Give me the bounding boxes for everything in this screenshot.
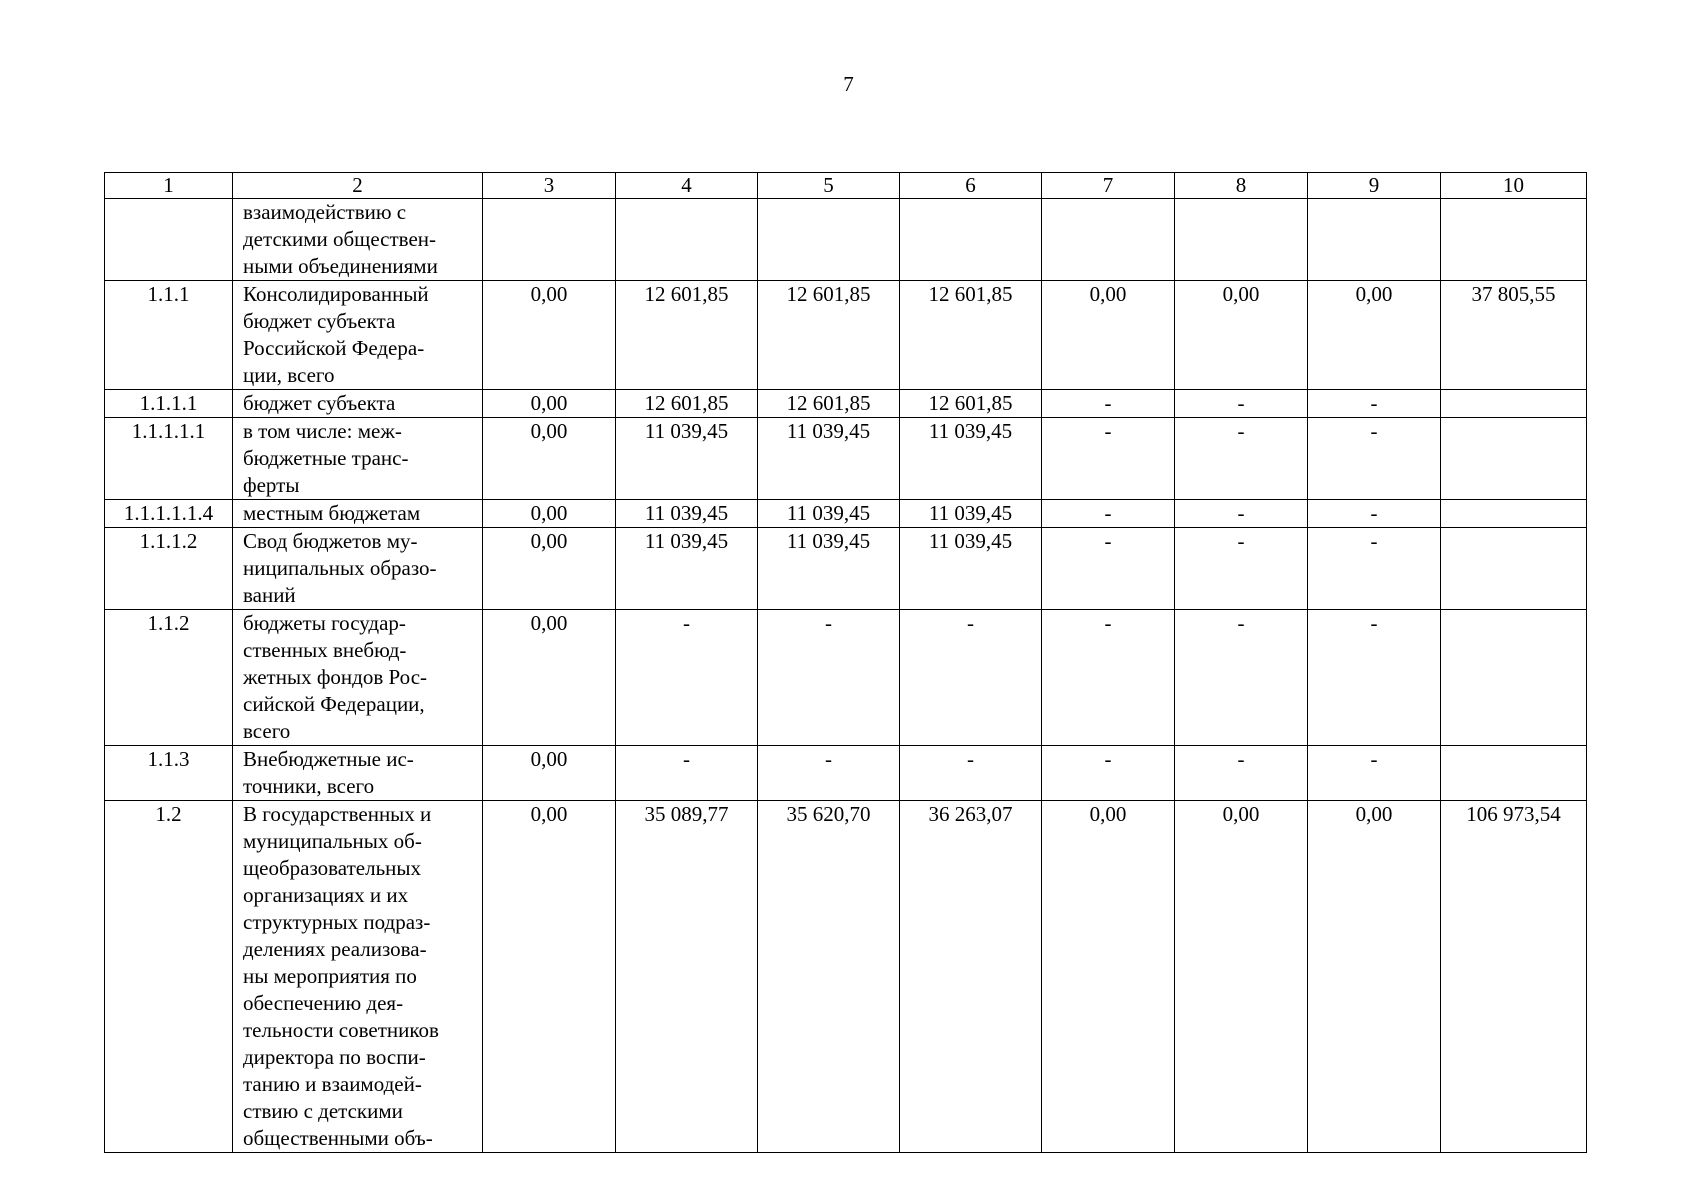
row-description: в том числе: меж- бюджетные транс- ферты	[233, 418, 483, 500]
row-description: Внебюджетные ис- точники, всего	[233, 746, 483, 801]
row-description: бюджет субъекта	[233, 390, 483, 418]
table-cell: -	[1042, 390, 1175, 418]
table-cell: 11 039,45	[900, 528, 1042, 610]
column-header: 7	[1042, 173, 1175, 199]
table-cell	[1308, 199, 1441, 281]
row-description: взаимодействию с детскими обществен- ными объединениями	[233, 199, 483, 281]
table-cell: -	[1308, 610, 1441, 746]
row-code: 1.1.1	[105, 281, 233, 390]
column-header: 1	[105, 173, 233, 199]
table-cell	[758, 199, 900, 281]
table-cell: 35 089,77	[616, 801, 758, 1153]
header-row	[105, 173, 1587, 199]
table-cell: -	[616, 610, 758, 746]
table-cell: -	[1042, 610, 1175, 746]
table-cell: 12 601,85	[616, 390, 758, 418]
table-cell: 11 039,45	[758, 528, 900, 610]
table-cell: 0,00	[483, 500, 616, 528]
table-cell: 0,00	[483, 528, 616, 610]
table-row	[105, 801, 1587, 1153]
table-cell: 35 620,70	[758, 801, 900, 1153]
table-cell: -	[1175, 390, 1308, 418]
table-cell: 0,00	[483, 281, 616, 390]
table-cell: 11 039,45	[758, 500, 900, 528]
table-cell: 11 039,45	[616, 418, 758, 500]
table-cell: 0,00	[1308, 281, 1441, 390]
table-cell: 0,00	[1308, 801, 1441, 1153]
table-cell	[483, 199, 616, 281]
column-header: 3	[483, 173, 616, 199]
table-cell: 0,00	[483, 746, 616, 801]
row-code: 1.1.3	[105, 746, 233, 801]
row-code: 1.1.1.1	[105, 390, 233, 418]
column-header: 10	[1441, 173, 1587, 199]
column-header: 5	[758, 173, 900, 199]
table-cell: 0,00	[483, 390, 616, 418]
table-cell: -	[900, 610, 1042, 746]
row-code: 1.1.1.1.1	[105, 418, 233, 500]
table-cell: -	[1308, 418, 1441, 500]
table-cell	[900, 199, 1042, 281]
table-cell: 106 973,54	[1441, 801, 1587, 1153]
column-header: 4	[616, 173, 758, 199]
table-row	[105, 746, 1587, 801]
row-code: 1.1.1.1.1.4	[105, 500, 233, 528]
table-cell: -	[1308, 390, 1441, 418]
table-cell	[1441, 610, 1587, 746]
table-cell: -	[1042, 500, 1175, 528]
row-code: 1.1.1.2	[105, 528, 233, 610]
row-description: Свод бюджетов му- ниципальных образо- ваний	[233, 528, 483, 610]
table-cell: -	[1175, 610, 1308, 746]
table-cell: -	[1308, 500, 1441, 528]
table-row	[105, 418, 1587, 500]
table-cell: -	[1308, 528, 1441, 610]
table-cell	[1441, 500, 1587, 528]
table-cell	[1441, 418, 1587, 500]
column-header: 2	[233, 173, 483, 199]
table-cell: -	[1175, 418, 1308, 500]
table-row	[105, 390, 1587, 418]
table-cell: -	[900, 746, 1042, 801]
table-cell	[1042, 199, 1175, 281]
table-cell: -	[1175, 500, 1308, 528]
row-code: 1.2	[105, 801, 233, 1153]
row-code	[105, 199, 233, 281]
row-description: Консолидированный бюджет субъекта Российской Федера- ции, всего	[233, 281, 483, 390]
table-cell: 11 039,45	[900, 500, 1042, 528]
table-cell: -	[616, 746, 758, 801]
table-cell	[1175, 199, 1308, 281]
column-header: 6	[900, 173, 1042, 199]
table-cell	[1441, 746, 1587, 801]
table-cell: 36 263,07	[900, 801, 1042, 1153]
table-cell: -	[1175, 528, 1308, 610]
table-cell: 11 039,45	[900, 418, 1042, 500]
page-number: 7	[843, 72, 854, 96]
table-row	[105, 610, 1587, 746]
table-cell: -	[758, 610, 900, 746]
table-cell: 0,00	[1042, 281, 1175, 390]
table-cell: -	[758, 746, 900, 801]
table-cell	[1441, 528, 1587, 610]
table-cell: 0,00	[1175, 801, 1308, 1153]
table-cell	[1441, 199, 1587, 281]
table-cell: 12 601,85	[758, 390, 900, 418]
table-cell: 0,00	[1042, 801, 1175, 1153]
table-cell: 37 805,55	[1441, 281, 1587, 390]
table-cell: 12 601,85	[900, 390, 1042, 418]
table-row	[105, 281, 1587, 390]
row-code: 1.1.2	[105, 610, 233, 746]
table-row	[105, 199, 1587, 281]
table-cell: 0,00	[1175, 281, 1308, 390]
table-cell: 0,00	[483, 801, 616, 1153]
table-row	[105, 500, 1587, 528]
table-cell	[616, 199, 758, 281]
table-cell: -	[1175, 746, 1308, 801]
table-cell: 0,00	[483, 418, 616, 500]
table-cell: 11 039,45	[616, 528, 758, 610]
table-cell: 12 601,85	[758, 281, 900, 390]
column-header: 9	[1308, 173, 1441, 199]
table-cell: 0,00	[483, 610, 616, 746]
column-header: 8	[1175, 173, 1308, 199]
table-cell: 11 039,45	[758, 418, 900, 500]
table-cell	[1441, 390, 1587, 418]
table-cell: -	[1042, 528, 1175, 610]
table-cell: 11 039,45	[616, 500, 758, 528]
row-description: В государственных и муниципальных об- щеобразовательных организациях и их структурных подраз- делениях реализова- ны мероприятия по обеспечению дея- тельности советников директора по воспи- танию и взаимодей- ствию с детскими общественными объ-	[233, 801, 483, 1153]
budget-table	[104, 172, 1587, 1153]
table-cell: -	[1308, 746, 1441, 801]
table-cell: -	[1042, 418, 1175, 500]
table-cell: 12 601,85	[900, 281, 1042, 390]
row-description: бюджеты государ- ственных внебюд- жетных фондов Рос- сийской Федерации, всего	[233, 610, 483, 746]
table-cell: -	[1042, 746, 1175, 801]
table-row	[105, 528, 1587, 610]
table-cell: 12 601,85	[616, 281, 758, 390]
row-description: местным бюджетам	[233, 500, 483, 528]
